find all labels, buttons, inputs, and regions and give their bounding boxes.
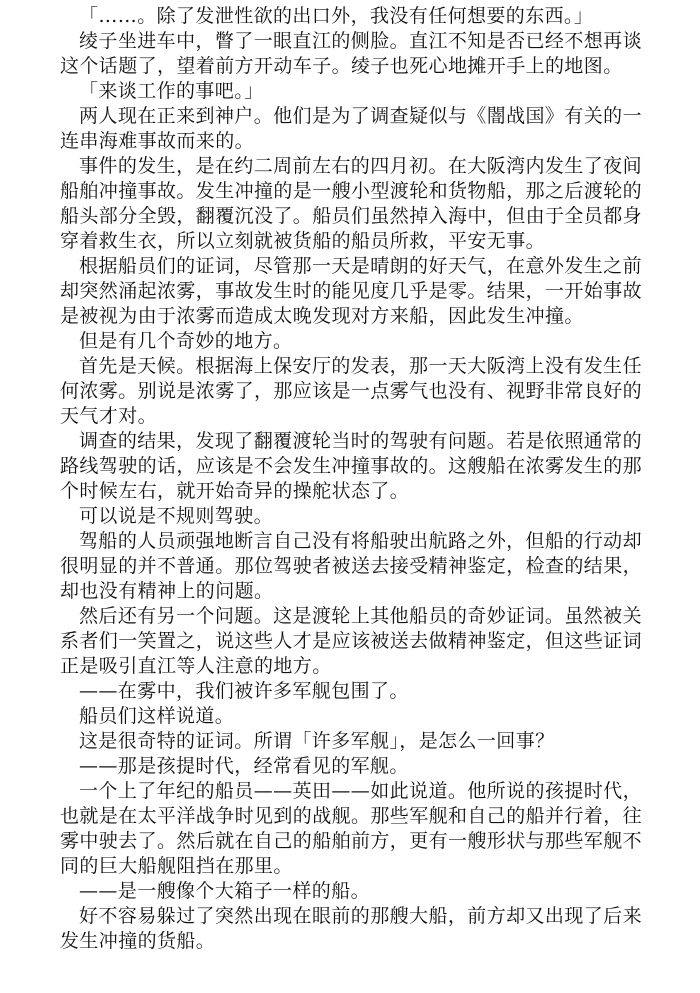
- paragraph-childhood-quote: ——那是孩提时代，经常看见的军舰。: [79, 755, 409, 777]
- paragraph-warships-quote: ——在雾中，我们被许多军舰包围了。: [79, 680, 409, 702]
- paragraph-weather: 首先是天候。根据海上保安厅的发表，那一天大阪湾上没有发生任何浓雾。别说是浓雾了，那应该是一点雾气也没有、视野非常良好的天气才对。: [60, 355, 643, 427]
- paragraph-another-problem: 然后还有另一个问题。这是渡轮上其他船员的奇妙证词。虽然被关系者们一笑置之，说这些人才是应该被送去做精神鉴定，但这些证词正是吸引直江等人注意的地方。: [60, 605, 643, 677]
- paragraph-ayako-map: 绫子坐进车中，瞥了一眼直江的侧脸。直江不知是否已经不想再谈这个话题了，望着前方开动车子。绫子也死心地摊开手上的地图。: [60, 30, 642, 77]
- paragraph-kobe: 两人现在正来到神户。他们是为了调查疑似与《闇战国》有关的一连串海难事故而来的。: [60, 105, 642, 152]
- document-page: [60, 4, 642, 954]
- paragraph-testimony-fog: 根据船员们的证词，尽管那一天是晴朗的好天气，在意外发生之前却突然涌起浓雾，事故发生时的能见度几乎是零。结果，一开始事故是被视为由于浓雾而造成太晚发现对方来船，因此发生冲撞。: [60, 255, 643, 327]
- paragraph-aida: 一个上了年纪的船员——英田——如此说道。他所说的孩提时代，也就是在太平洋战争时见到的战舰。那些军舰和自己的船并行着，往雾中驶去了。然后就在自己的船舶前方，更有一艘形状与那些军舰不同的巨大船舰阻挡在那里。: [60, 780, 643, 877]
- paragraph-crew-said: 船员们这样说道。: [79, 705, 235, 727]
- paragraph-collision: 好不容易躲过了突然出现在眼前的那艘大船，前方却又出现了后来发生冲撞的货船。: [60, 905, 642, 952]
- paragraph-incident: 事件的发生，是在约二周前左右的四月初。在大阪湾内发生了夜间船舶冲撞事故。发生冲撞的是一艘小型渡轮和货物船，那之后渡轮的船头部分全毁，翻覆沉没了。船员们虽然掉入海中，但由于全员都身穿着救生衣，所以立刻就被货船的船员所救，平安无事。: [60, 155, 643, 252]
- paragraph-strange-points: 但是有几个奇妙的地方。: [79, 330, 293, 352]
- paragraph-dialogue-desire: 「……。除了发泄性欲的出口外，我没有任何想要的东西。」: [79, 5, 594, 27]
- paragraph-box-ship-quote: ——是一艘像个大箱子一样的船。: [79, 880, 371, 902]
- paragraph-investigation: 调查的结果，发现了翻覆渡轮当时的驾驶有问题。若是依照通常的路线驾驶的话，应该是不会发生冲撞事故的。这艘船在浓雾发生的那个时候左右，就开始奇异的操舵状态了。: [60, 430, 643, 502]
- paragraph-pilot: 驾船的人员顽强地断言自己没有将船驶出航路之外，但船的行动却很明显的并不普通。那位驾驶者被送去接受精神鉴定，检查的结果，却也没有精神上的问题。: [60, 530, 643, 602]
- paragraph-irregular: 可以说是不规则驾驶。: [79, 505, 274, 527]
- paragraph-odd-testimony: 这是很奇特的证词。所谓「许多军舰」，是怎么一回事？: [79, 730, 555, 752]
- paragraph-dialogue-work: 「来谈工作的事吧。」: [79, 80, 264, 102]
